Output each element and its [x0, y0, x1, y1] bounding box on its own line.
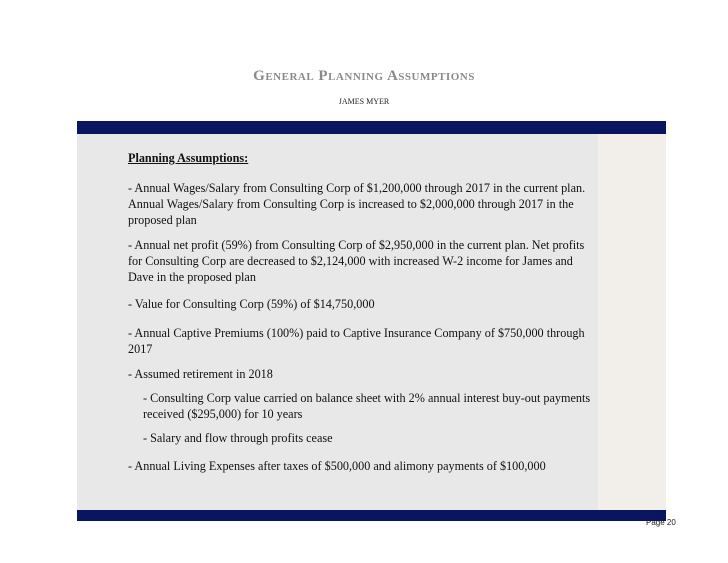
assumption-item: - Assumed retirement in 2018: [128, 367, 273, 381]
assumptions-content: [128, 150, 596, 483]
page-title: General Planning Assumptions: [253, 68, 475, 84]
bottom-banner-bar: [77, 510, 666, 521]
assumption-item: - Value for Consulting Corp (59%) of $14,750,000: [128, 297, 375, 311]
top-banner-bar: [77, 121, 666, 134]
assumption-subitem: - Consulting Corp value carried on balance sheet with 2% annual interest buy-out payments received ($295,000) for 10 years: [143, 391, 591, 421]
assumption-item: - Annual Wages/Salary from Consulting Corp of $1,200,000 through 2017 in the current plan. Annual Wages/Salary from Consulting Corp is increased to $2,000,000 through 2017 in the proposed plan: [128, 181, 586, 227]
assumption-item: - Annual Living Expenses after taxes of $500,000 and alimony payments of $100,000: [128, 459, 546, 473]
assumption-subitem: - Salary and flow through profits cease: [143, 431, 333, 445]
page-number: Page 20: [646, 518, 676, 527]
assumption-item: - Annual net profit (59%) from Consulting Corp of $2,950,000 in the current plan. Net profits for Consulting Corp are decreased to $2,124,000 with increased W-2 income for James and Dave in the proposed plan: [128, 238, 585, 284]
client-name: JAMES MYER: [338, 97, 390, 106]
section-heading: Planning Assumptions:: [128, 151, 249, 165]
side-panel: [598, 134, 666, 510]
assumption-item: - Annual Captive Premiums (100%) paid to Captive Insurance Company of $750,000 through 2017: [128, 326, 585, 356]
